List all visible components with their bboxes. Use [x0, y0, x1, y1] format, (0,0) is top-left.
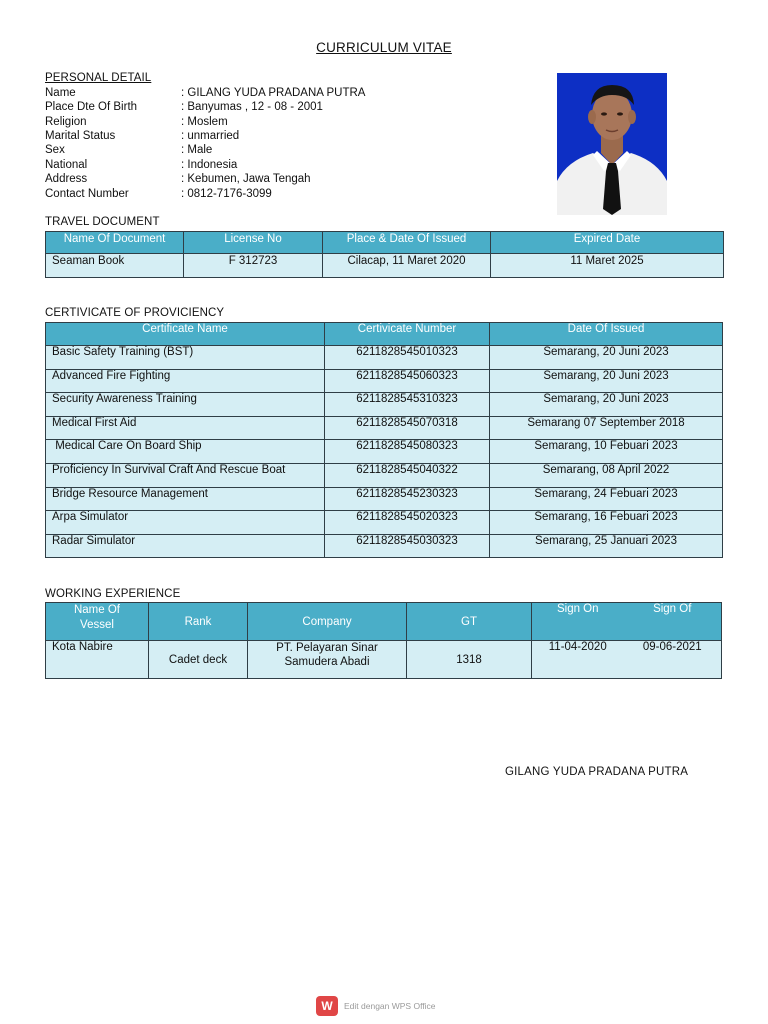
certificates-table	[45, 322, 723, 558]
personal-label: National	[45, 159, 88, 171]
table-row	[46, 463, 723, 487]
table-row	[46, 487, 723, 511]
table-cell: Semarang, 10 Febuari 2023	[490, 440, 723, 464]
table-header-row	[46, 323, 723, 346]
personal-detail-heading: PERSONAL DETAIL	[45, 72, 152, 84]
personal-label: Place Dte Of Birth	[45, 101, 138, 113]
table-cell: 6211828545060323	[325, 369, 490, 393]
signature-name: GILANG YUDA PRADANA PUTRA	[505, 766, 689, 778]
table-cell: 6211828545310323	[325, 393, 490, 417]
table-cell: 1318	[407, 641, 532, 679]
table-cell: 6211828545030323	[325, 534, 490, 558]
wps-watermark-text: Edit dengan WPS Office	[344, 1001, 436, 1011]
personal-label: Address	[45, 173, 88, 185]
personal-value: : Male	[181, 144, 213, 156]
personal-value: : GILANG YUDA PRADANA PUTRA	[181, 87, 366, 99]
personal-label: Religion	[45, 116, 87, 128]
table-row	[46, 254, 724, 278]
column-header: Company	[248, 603, 407, 641]
table-row	[46, 641, 722, 679]
table-cell: 6211828545020323	[325, 511, 490, 535]
table-row	[46, 416, 723, 440]
column-header-line: Name Of	[73, 604, 120, 616]
personal-value: : unmarried	[181, 130, 240, 142]
table-cell: Medical Care On Board Ship	[46, 440, 325, 464]
table-cell: Semarang, 20 Juni 2023	[490, 393, 723, 417]
personal-value: : Kebumen, Jawa Tengah	[181, 173, 311, 185]
working-experience-table	[45, 602, 722, 679]
column-header: GT	[407, 603, 532, 641]
table-cell: Bridge Resource Management	[46, 487, 325, 511]
table-cell: Semarang, 25 Januari 2023	[490, 534, 723, 558]
travel-document-table	[45, 231, 724, 278]
table-cell: Semarang, 08 April 2022	[490, 463, 723, 487]
table-cell: Advanced Fire Fighting	[46, 369, 325, 393]
table-cell: Security Awareness Training	[46, 393, 325, 417]
column-header: Expired Date	[491, 232, 724, 254]
table-cell: 11 Maret 2025	[491, 254, 724, 278]
table-header-row	[46, 232, 724, 254]
personal-row	[45, 100, 323, 114]
personal-row	[45, 143, 212, 157]
table-row	[46, 534, 723, 558]
table-cell: Basic Safety Training (BST)	[46, 346, 325, 370]
personal-row	[45, 129, 239, 143]
table-cell: 09-06-2021	[624, 641, 722, 679]
personal-label: Name	[45, 87, 76, 99]
person-portrait-icon	[557, 73, 667, 215]
table-cell: 6211828545070318	[325, 416, 490, 440]
column-header: Place & Date Of Issued	[323, 232, 491, 254]
table-cell: Medical First Aid	[46, 416, 325, 440]
personal-value: : Banyumas , 12 - 08 - 2001	[181, 101, 323, 113]
table-cell: 6211828545230323	[325, 487, 490, 511]
table-cell: Seaman Book	[46, 254, 184, 278]
column-header: Rank	[149, 603, 248, 641]
column-header	[46, 603, 149, 641]
travel-document-heading: TRAVEL DOCUMENT	[45, 216, 160, 228]
table-row	[46, 511, 723, 535]
personal-label: Contact Number	[45, 188, 129, 200]
table-cell: Radar Simulator	[46, 534, 325, 558]
certificates-heading: CERTIVICATE OF PROVICIENCY	[45, 307, 225, 319]
company-line: PT. Pelayaran Sinar	[276, 642, 378, 654]
table-cell: Semarang, 20 Juni 2023	[490, 346, 723, 370]
personal-value: : Moslem	[181, 116, 228, 128]
table-cell: Proficiency In Survival Craft And Rescue Boat	[46, 463, 325, 487]
table-row	[46, 440, 723, 464]
table-cell	[248, 641, 407, 679]
wps-office-watermark	[316, 996, 436, 1016]
company-line: Samudera Abadi	[284, 656, 370, 668]
table-cell: Cadet deck	[149, 641, 248, 679]
working-experience-heading: WORKING EXPERIENCE	[45, 588, 181, 600]
table-cell: F 312723	[184, 254, 323, 278]
table-cell: Semarang 07 September 2018	[490, 416, 723, 440]
table-cell: Semarang, 24 Febuari 2023	[490, 487, 723, 511]
personal-row	[45, 187, 272, 201]
column-header: Certivicate Number	[325, 323, 490, 346]
table-row	[46, 346, 723, 370]
table-header-row	[46, 603, 722, 641]
table-cell: Kota Nabire	[46, 641, 149, 679]
personal-value: : Indonesia	[181, 159, 238, 171]
table-cell: Semarang, 20 Juni 2023	[490, 369, 723, 393]
table-cell: 6211828545080323	[325, 440, 490, 464]
column-header: Date Of Issued	[490, 323, 723, 346]
profile-photo	[557, 73, 667, 215]
personal-label: Sex	[45, 144, 65, 156]
personal-row	[45, 158, 237, 172]
table-cell: Arpa Simulator	[46, 511, 325, 535]
document-title: CURRICULUM VITAE	[316, 40, 452, 55]
table-row	[46, 393, 723, 417]
personal-row	[45, 115, 228, 129]
column-header: Certificate Name	[46, 323, 325, 346]
table-cell: 6211828545010323	[325, 346, 490, 370]
wps-logo-icon: W	[316, 996, 338, 1016]
personal-row	[45, 86, 365, 100]
personal-row	[45, 172, 311, 186]
table-cell: 11-04-2020	[532, 641, 624, 679]
column-header: Name Of Document	[46, 232, 184, 254]
table-cell: Cilacap, 11 Maret 2020	[323, 254, 491, 278]
table-row	[46, 369, 723, 393]
column-header: Sign Of	[624, 603, 722, 641]
personal-value: : 0812-7176-3099	[181, 188, 272, 200]
column-header: License No	[184, 232, 323, 254]
table-cell: Semarang, 16 Febuari 2023	[490, 511, 723, 535]
column-header-line: Vessel	[80, 619, 114, 631]
column-header: Sign On	[532, 603, 624, 641]
table-cell: 6211828545040322	[325, 463, 490, 487]
personal-label: Marital Status	[45, 130, 116, 142]
